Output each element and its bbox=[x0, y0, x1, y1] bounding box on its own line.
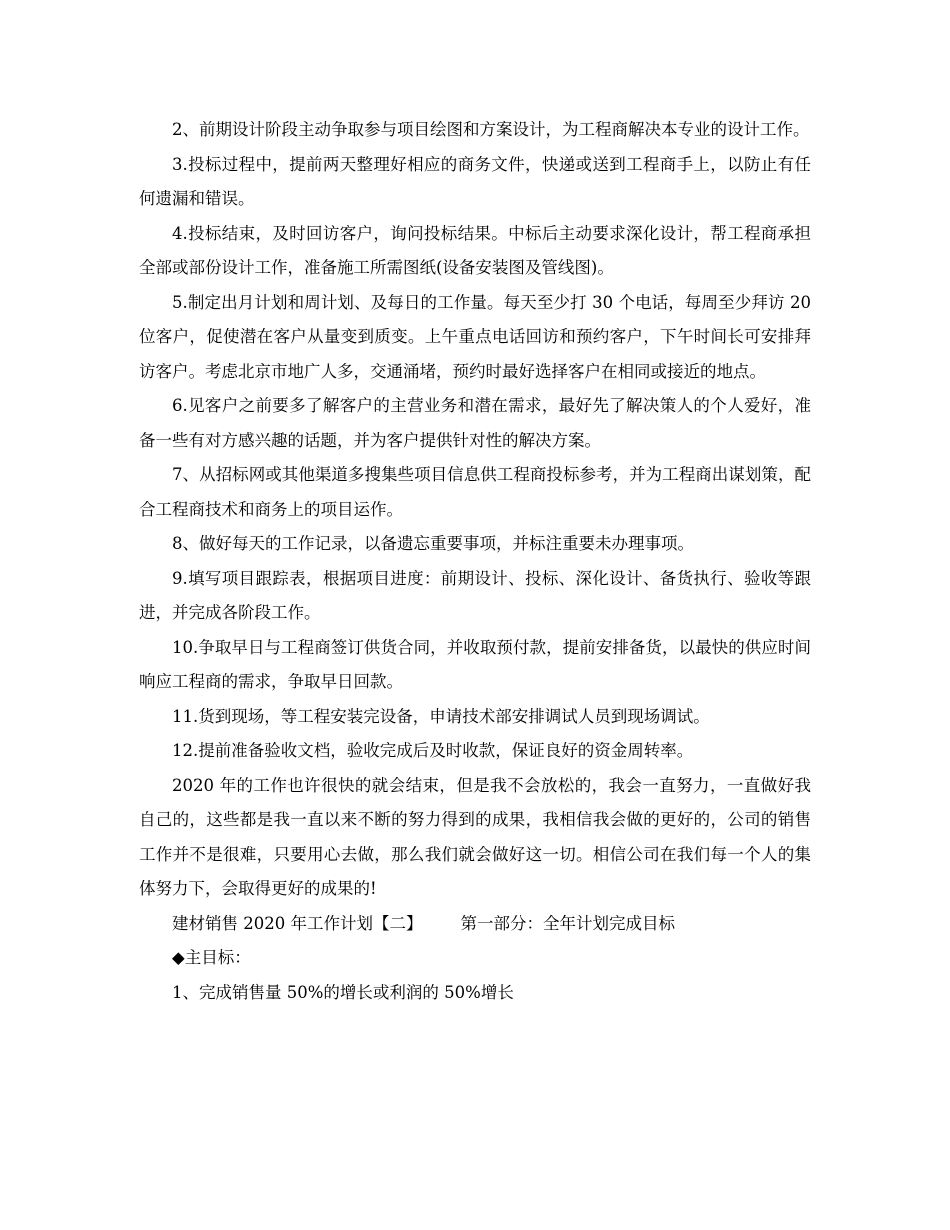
paragraph-item-8: 8、做好每天的工作记录，以备遗忘重要事项，并标注重要未办理事项。 bbox=[172, 534, 694, 553]
section-heading-title: 建材销售 2020 年工作计划【二】 bbox=[172, 913, 423, 933]
paragraph-item-11: 11.货到现场，等工程安装完设备，申请技术部安排调试人员到现场调试。 bbox=[172, 706, 710, 726]
closing-paragraph: 2020 年的工作也许很快的就会结束，但是我不会放松的，我会一直努力，一直做好我自己的，这些都是我一直以来不断的努力得到的成果，我相信我会做的更好的，公司的销售工作并不是很难，只要用心去做，那么我们就会做好这一切。相信公司在我们每一个人的集体努力下，会取得更好的成果的! bbox=[139, 775, 811, 898]
main-goal-label: ◆主目标： bbox=[172, 948, 251, 967]
section-heading bbox=[139, 907, 811, 942]
paragraph-item-12: 12.提前准备验收文档，验收完成后及时收款，保证良好的资金周转率。 bbox=[172, 741, 694, 760]
paragraph-item-9: 9.填写项目跟踪表，根据项目进度：前期设计、投标、深化设计、备货执行、验收等跟进，并完成各阶段工作。 bbox=[139, 568, 811, 622]
paragraph-item-2: 2、前期设计阶段主动争取参与项目绘图和方案设计，为工程商解决本专业的设计工作。 bbox=[172, 120, 810, 139]
document-body bbox=[139, 113, 811, 1010]
paragraph-item-7: 7、从招标网或其他渠道多搜集些项目信息供工程商投标参考，并为工程商出谋划策，配合工程商技术和商务上的项目运作。 bbox=[139, 465, 811, 519]
paragraph-item-3: 3.投标过程中，提前两天整理好相应的商务文件，快递或送到工程商手上，以防止有任何遗漏和错误。 bbox=[139, 154, 811, 208]
paragraph-item-5: 5.制定出月计划和周计划、及每日的工作量。每天至少打 30 个电话，每周至少拜访 20 位客户，促使潜在客户从量变到质变。上午重点电话回访和预约客户，下午时间长可安排拜访客户。考虑北京市地广人多，交通涌堵，预约时最好选择客户在相同或接近的地点。 bbox=[139, 292, 811, 381]
paragraph-item-10: 10.争取早日与工程商签订供货合同，并收取预付款，提前安排备货，以最快的供应时间响应工程商的需求，争取早日回款。 bbox=[139, 637, 811, 691]
goal-item-1: 1、完成销售量 50%的增长或利润的 50%增长 bbox=[172, 982, 514, 1002]
paragraph-item-6: 6.见客户之前要多了解客户的主营业务和潜在需求，最好先了解决策人的个人爱好，准备一些有对方感兴趣的话题，并为客户提供针对性的解决方案。 bbox=[139, 396, 811, 450]
section-heading-subtitle: 第一部分：全年计划完成目标 bbox=[460, 913, 675, 933]
paragraph-item-4: 4.投标结束，及时回访客户，询问投标结果。中标后主动要求深化设计，帮工程商承担全部或部份设计工作，准备施工所需图纸(设备安装图及管线图)。 bbox=[139, 223, 811, 277]
